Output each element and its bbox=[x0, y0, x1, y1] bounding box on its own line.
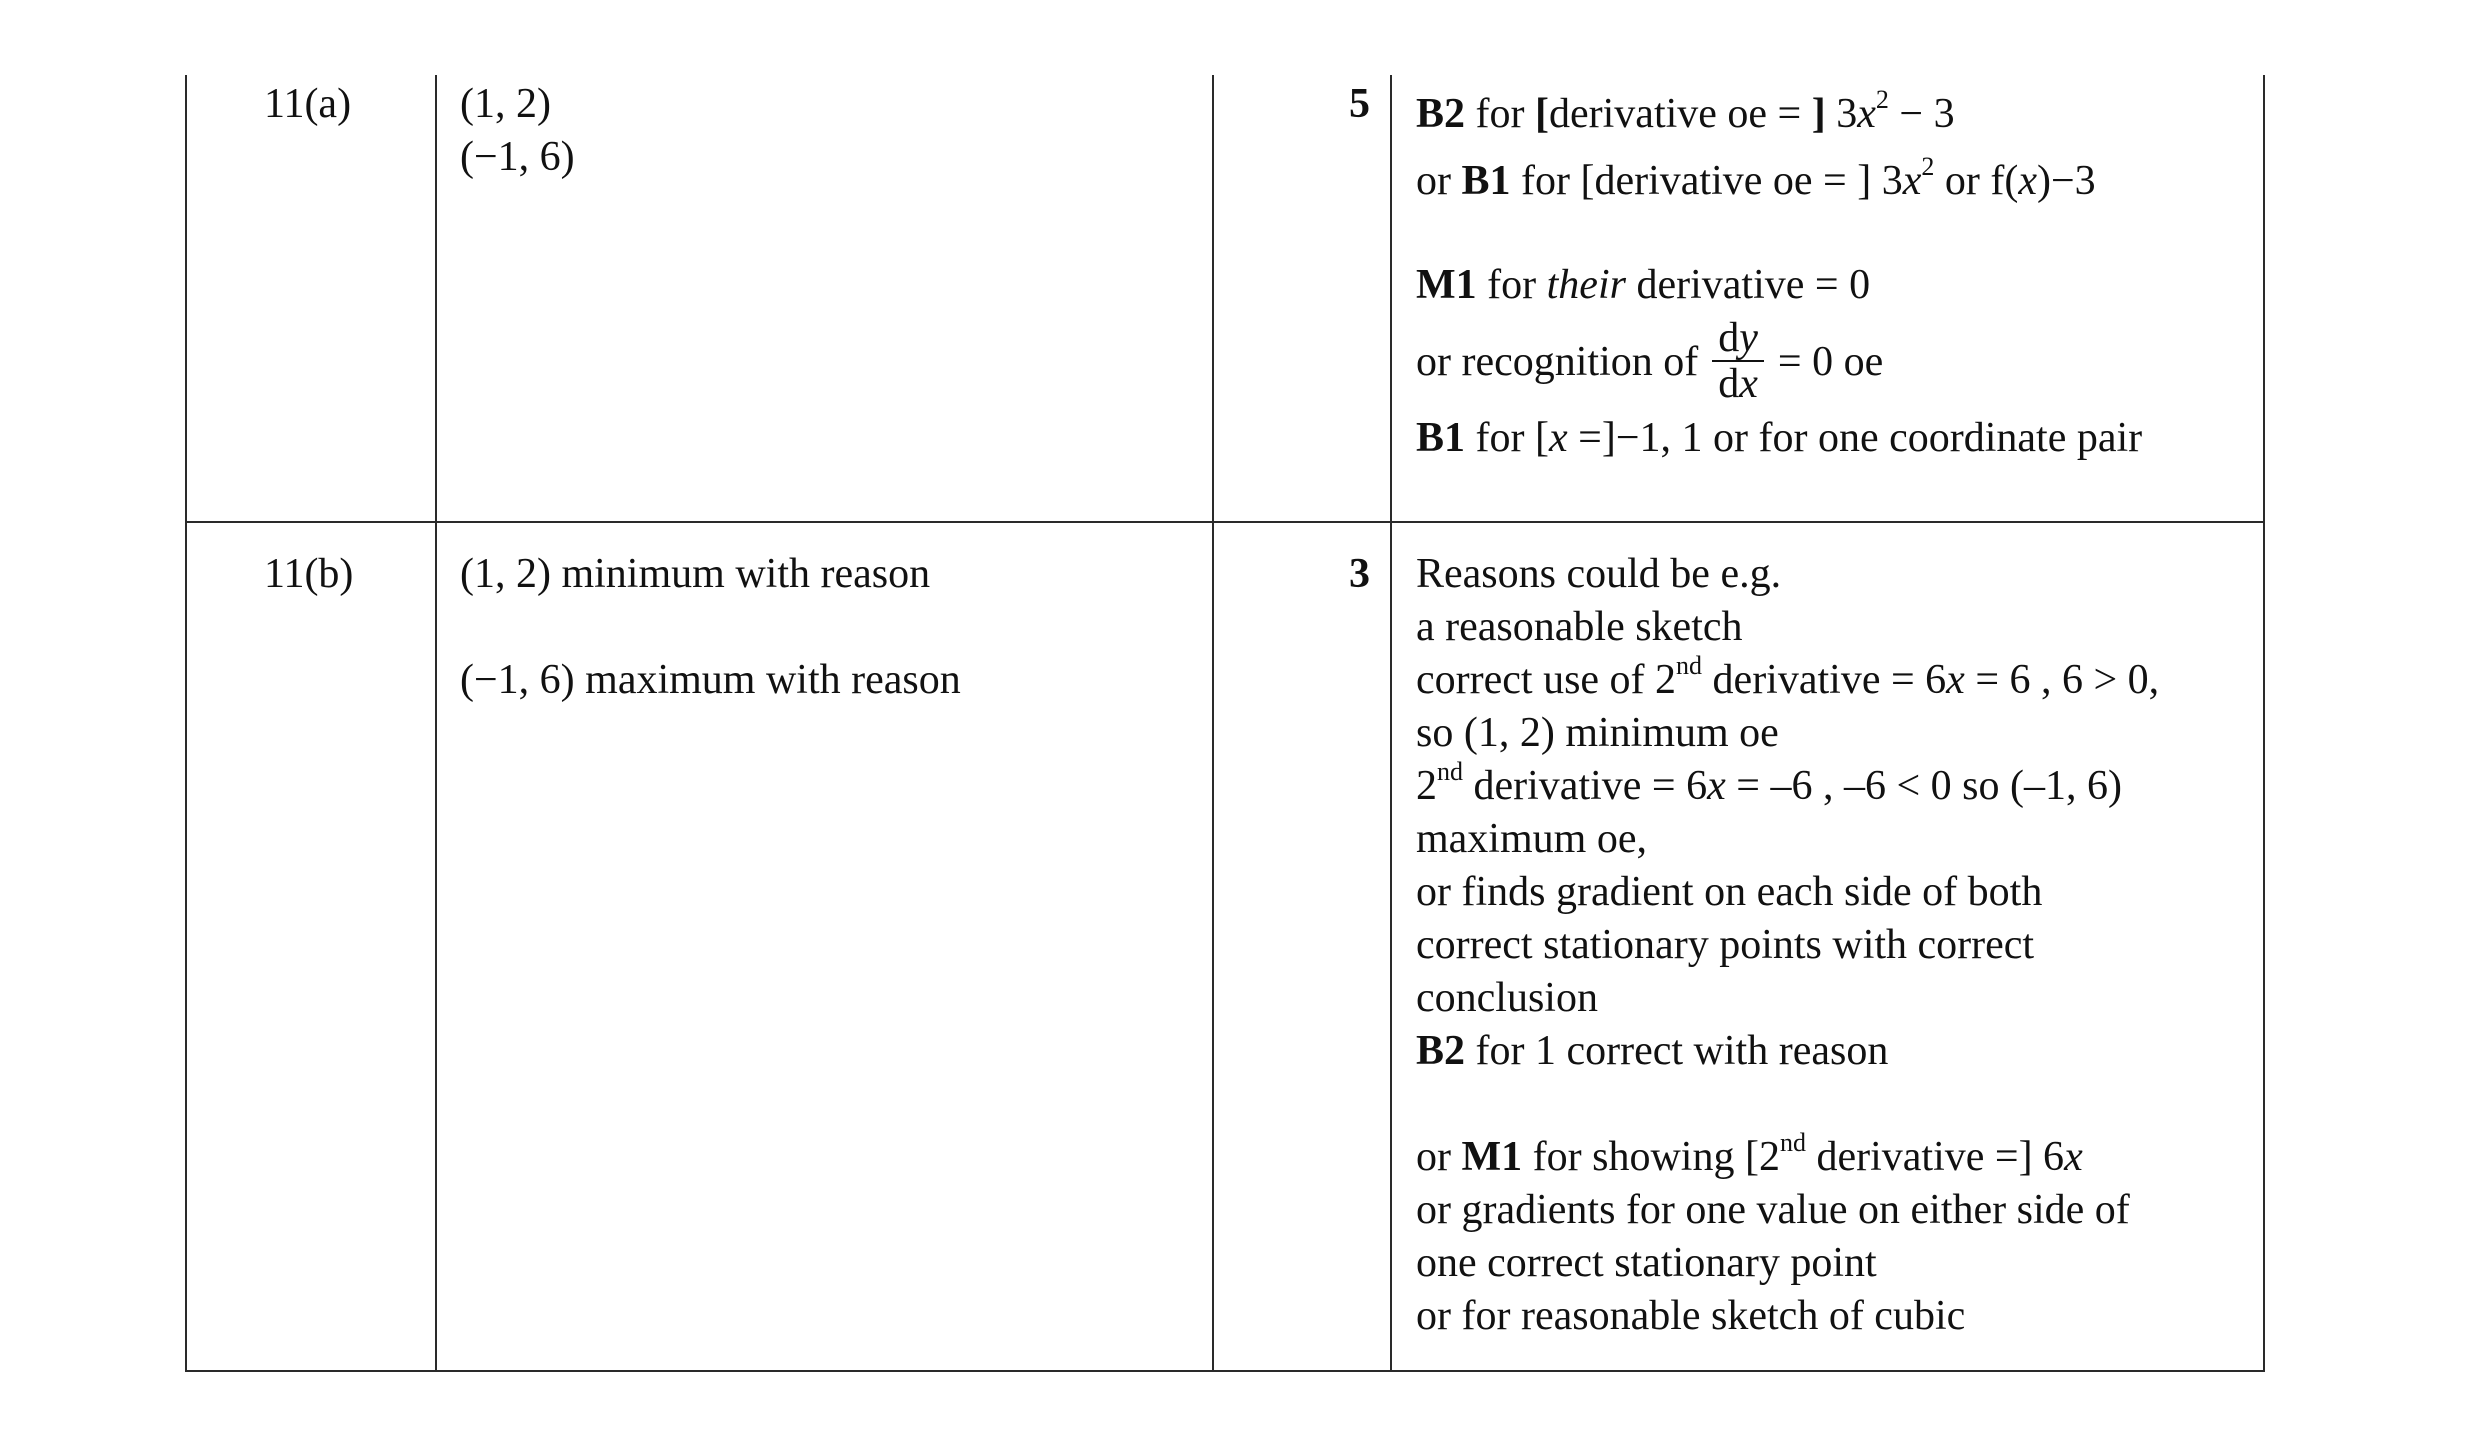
text: )−3 bbox=[2037, 158, 2096, 204]
question-number: 11(a) bbox=[264, 81, 352, 127]
text: for 1 correct with reason bbox=[1465, 1028, 1889, 1074]
answer-line: (−1, 6) maximum with reason bbox=[460, 657, 961, 703]
variable: x bbox=[1902, 158, 1922, 204]
marks-value: 3 bbox=[1349, 551, 1370, 597]
guidance-line: or for reasonable sketch of cubic bbox=[1416, 1293, 1966, 1339]
superscript: 2 bbox=[1875, 85, 1889, 114]
text: d bbox=[1718, 361, 1740, 408]
superscript: 2 bbox=[1921, 152, 1935, 181]
answer-cell bbox=[460, 548, 961, 707]
text: = 0 oe bbox=[1777, 339, 1884, 385]
guidance-cell bbox=[1416, 85, 2143, 465]
mark-code: M1 bbox=[1461, 1134, 1523, 1180]
guidance-line: so (1, 2) minimum oe bbox=[1416, 710, 1779, 756]
table-border-left bbox=[185, 75, 187, 1371]
variable: x bbox=[2064, 1134, 2083, 1180]
question-number: 11(b) bbox=[264, 551, 354, 597]
guidance-line: Reasons could be e.g. bbox=[1416, 551, 1782, 597]
column-divider-1 bbox=[435, 75, 437, 1371]
guidance-line: conclusion bbox=[1416, 975, 1598, 1021]
text: = 6 , 6 > 0, bbox=[1964, 657, 2160, 703]
variable: x bbox=[1548, 415, 1568, 461]
mark-code: B2 bbox=[1416, 91, 1466, 137]
guidance-line: or finds gradient on each side of both bbox=[1416, 869, 2043, 915]
fraction-denominator bbox=[1712, 362, 1764, 406]
fraction-numerator bbox=[1712, 316, 1764, 362]
variable: x bbox=[1946, 657, 1965, 703]
text: or bbox=[1416, 1134, 1462, 1180]
text: for [ bbox=[1465, 415, 1549, 461]
variable: x bbox=[1857, 91, 1876, 137]
mark-code: M1 bbox=[1416, 262, 1477, 308]
superscript: nd bbox=[1437, 757, 1463, 786]
answer-cell bbox=[460, 78, 575, 184]
table-border-bottom bbox=[185, 1370, 2265, 1372]
guidance-line: one correct stationary point bbox=[1416, 1240, 1877, 1286]
text: for showing [2 bbox=[1522, 1134, 1780, 1180]
guidance-line: maximum oe, bbox=[1416, 816, 1647, 862]
text: d bbox=[1718, 315, 1740, 362]
text: 2 bbox=[1416, 763, 1437, 809]
variable: x bbox=[1707, 763, 1726, 809]
guidance-line: or gradients for one value on either side of bbox=[1416, 1187, 2130, 1233]
guidance-line bbox=[1416, 651, 2160, 707]
guidance-line bbox=[1416, 85, 2142, 141]
text: or bbox=[1416, 158, 1462, 204]
text: correct use of 2 bbox=[1416, 657, 1677, 703]
text: 3 bbox=[1825, 91, 1858, 137]
mark-code: B2 bbox=[1416, 1028, 1466, 1074]
spacer bbox=[460, 601, 961, 654]
guidance-cell bbox=[1416, 548, 2159, 1343]
text: derivative = 6 bbox=[1463, 763, 1708, 809]
text: for bbox=[1465, 91, 1535, 137]
superscript: nd bbox=[1676, 651, 1703, 680]
answer-line: (1, 2) minimum with reason bbox=[460, 551, 931, 597]
text: or recognition of bbox=[1416, 339, 1699, 385]
guidance-line bbox=[1416, 312, 2142, 412]
mark-code: B1 bbox=[1416, 415, 1466, 461]
text: for [derivative oe = ] 3 bbox=[1510, 158, 1903, 204]
bracket: [ bbox=[1535, 91, 1549, 137]
guidance-line: a reasonable sketch bbox=[1416, 604, 1743, 650]
text: = –6 , –6 < 0 so (–1, 6) bbox=[1725, 763, 2122, 809]
answer-line: (1, 2) bbox=[460, 81, 551, 127]
variable: y bbox=[1739, 315, 1758, 362]
superscript: nd bbox=[1779, 1128, 1806, 1157]
text: =]−1, 1 or for one coordinate pair bbox=[1567, 415, 2143, 461]
column-divider-3 bbox=[1390, 75, 1392, 1371]
text: derivative = 0 bbox=[1625, 262, 1871, 308]
text: derivative =] 6 bbox=[1805, 1134, 2065, 1180]
column-divider-2 bbox=[1212, 75, 1214, 1371]
text: − 3 bbox=[1888, 91, 1955, 137]
guidance-line bbox=[1416, 1128, 2159, 1184]
emphasis: their bbox=[1546, 262, 1626, 308]
bracket: ] bbox=[1811, 91, 1826, 137]
marks-value: 5 bbox=[1349, 81, 1370, 127]
guidance-line bbox=[1416, 259, 2142, 312]
spacer bbox=[1416, 1078, 2159, 1131]
text: for bbox=[1476, 262, 1547, 308]
table-border-right bbox=[2263, 75, 2265, 1371]
guidance-line bbox=[1416, 757, 2159, 813]
mark-code: B1 bbox=[1461, 158, 1511, 204]
row-divider bbox=[185, 521, 2265, 523]
answer-line: (−1, 6) bbox=[460, 134, 575, 180]
guidance-line bbox=[1416, 1025, 2159, 1078]
text: or f( bbox=[1934, 158, 2019, 204]
variable: x bbox=[2018, 158, 2037, 204]
text: derivative = 6 bbox=[1702, 657, 1947, 703]
guidance-line bbox=[1416, 412, 2142, 465]
variable: x bbox=[1739, 361, 1758, 408]
guidance-line: correct stationary points with correct bbox=[1416, 922, 2035, 968]
text: derivative oe = bbox=[1549, 91, 1812, 137]
fraction-dy-dx bbox=[1712, 316, 1764, 406]
guidance-line bbox=[1416, 152, 2142, 208]
